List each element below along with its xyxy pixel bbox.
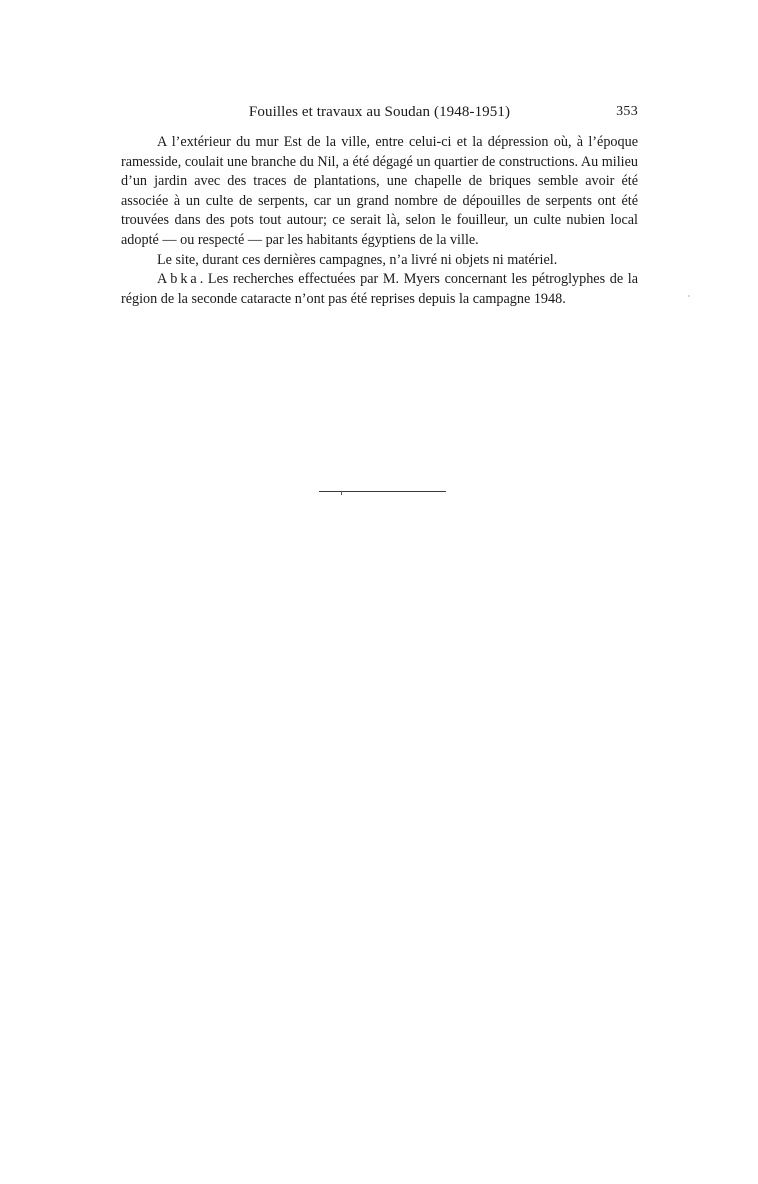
- paragraph-3: [121, 270, 638, 309]
- end-rule-tick: [341, 491, 342, 495]
- end-rule: [319, 491, 446, 492]
- site-heading-abka: Abka: [157, 271, 200, 288]
- paragraph-1: A l’extérieur du mur Est de la ville, entre celui-ci et la dépression où, à l’époque ramesside, coulait une branche du Nil, a été dégagé un quartier de constructions. Au milieu d’un jardin avec des traces de plantations, une chapelle de briques semble avoir été associée à un culte de serpents, car un grand nombre de dépouilles de serpents ont été trouvées dans des pots tout autour; ce serait là, selon le fouilleur, un culte nubien local adopté — ou respecté — par les habitants égyptiens de la ville.: [121, 134, 638, 248]
- paragraph-2: Le site, durant ces dernières campagnes, n’a livré ni objets ni matériel.: [157, 251, 558, 268]
- scan-speck: [688, 295, 690, 297]
- running-head: [121, 102, 638, 122]
- page-number: 353: [616, 104, 638, 119]
- running-title: Fouilles et travaux au Soudan (1948-1951): [248, 104, 511, 120]
- paragraph-3-text: . Les recherches effectuées par M. Myers concernant les pétroglyphes de la région de la seconde cataracte n’ont pas été reprises depuis la campagne 1948.: [121, 271, 638, 307]
- body-text: [121, 133, 638, 309]
